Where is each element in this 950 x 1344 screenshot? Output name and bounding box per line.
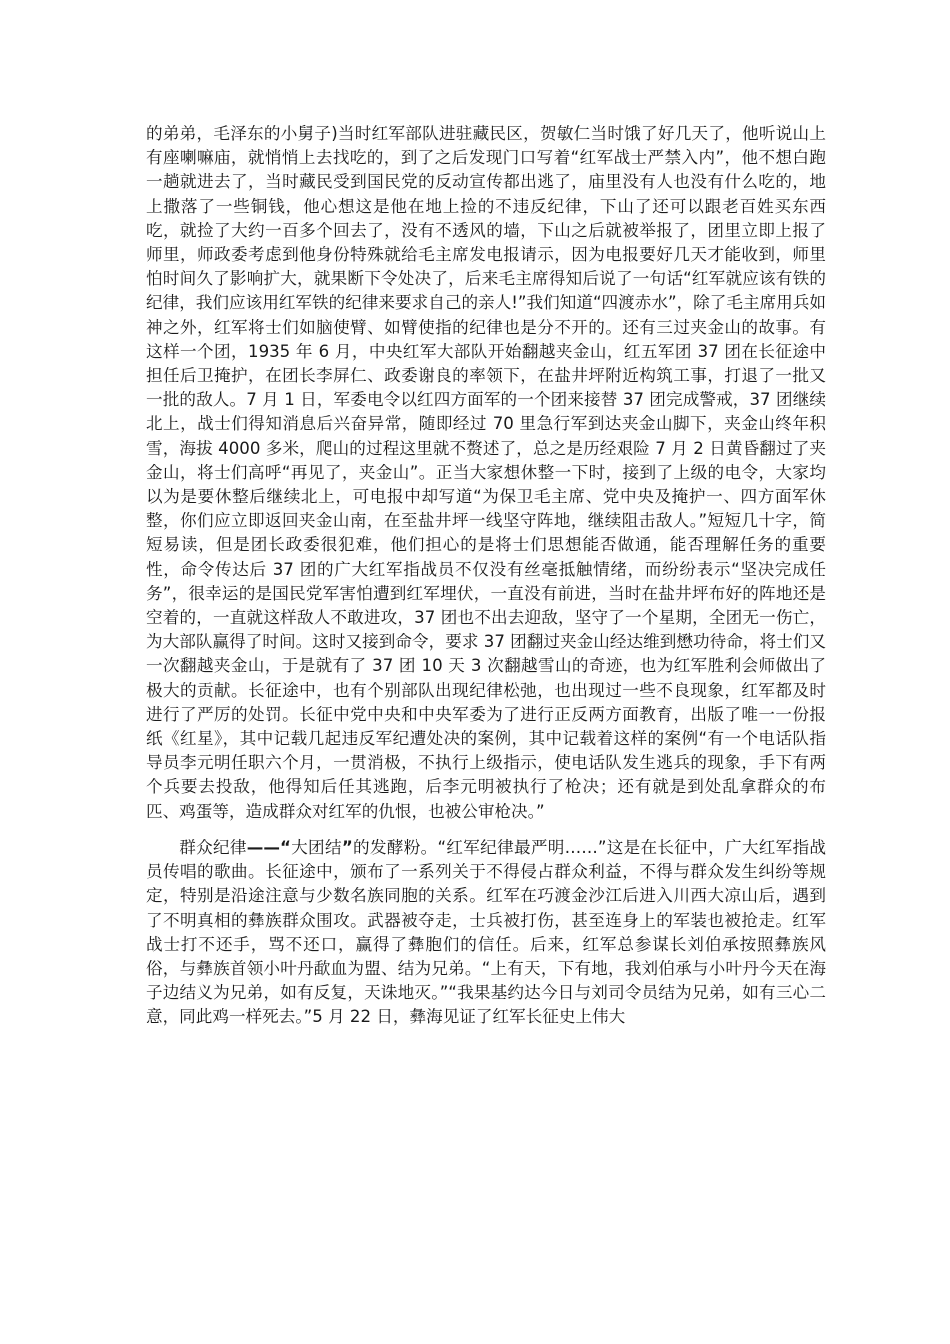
paragraph-three-crossings xyxy=(146,122,826,824)
section-lead-quote-close: ” xyxy=(341,837,353,857)
section-lead-dash: —— xyxy=(246,837,280,857)
document-page xyxy=(146,122,826,1030)
section-lead-quote-open: “ xyxy=(279,837,291,857)
paragraph-mass-discipline xyxy=(146,836,826,1030)
section-lead-quote-word: 大团结 xyxy=(290,837,342,857)
paragraph-text: 的弟弟，毛泽东的小舅子)当时红军部队进驻藏民区，贺敏仁当时饿了好几天了，他听说山上有座喇嘛庙，就悄悄上去找吃的，到了之后发现门口写着“红军战士严禁入内”，他不想白跑一趟就进去了，当时藏民受到国民党的反动宣传都出逃了，庙里没有人也没有什么吃的，地上撒落了一些铜钱，他心想这是他在地上捡的不违反纪律，下山了还可以跟老百姓买东西吃，就捡了大约一百多个回去了，没有不透风的墙，下山之后就被举报了，团里立即上报了师里，师政委考虑到他身份特殊就给毛主席发电报请示，因为电报要好几天才能收到，师里怕时间久了影响扩大，就果断下令处决了，后来毛主席得知后说了一句话“红军就应该有铁的纪律，我们应该用红军铁的纪律来要求自己的亲人!”我们知道“四渡赤水”，除了毛主席用兵如神之外，红军将士们如脑使臂、如臂使指的纪律也是分不开的。还有三过夹金山的故事。有这样一个团，1935 年 6 月，中央红军大部队开始翻越夹金山，红五军团 37 团在长征途中担任后卫掩护，在团长李屏仁、政委谢良的率领下，在盐井坪附近构筑工事，打退了一批又一批的敌人。7 月 1 日，军委电令以红四方面军的一个团来接替 37 团完成警戒，37 团继续北上，战士们得知消息后兴奋异常，随即经过 70 里急行军到达夹金山脚下，夹金山终年积雪，海拔 4000 多米，爬山的过程这里就不赘述了，总之是历经艰险 7 月 2 日黄昏翻过了夹金山，将士们高呼“再见了，夹金山”。正当大家想休整一下时，接到了上级的电令，大家均以为是要休整后继续北上，可电报中却写道“为保卫毛主席、党中央及掩护一、四方面军休整，你们应立即返回夹金山南，在至盐井坪一线坚守阵地，继续阻击敌人。”短短几十字，简短易读，但是团长政委很犯难，他们担心的是将士们思想能否做通，能否理解任务的重要性，命令传达后 37 团的广大红军指战员不仅没有丝毫抵触情绪，而纷纷表示“坚决完成任务”，很幸运的是国民党军害怕遭到红军埋伏，一直没有前进，当时在盐井坪布好的阵地还是空着的，一直就这样敌人不敢进攻，37 团也不出去迎敌，坚守了一个星期，全团无一伤亡，为大部队赢得了时间。这时又接到命令，要求 37 团翻过夹金山经达维到懋功待命，将士们又一次翻越夹金山，于是就有了 37 团 10 天 3 次翻越雪山的奇迹，也为红军胜利会师做出了极大的贡献。长征途中，也有个别部队出现纪律松弛，也出现过一些不良现象，红军都及时进行了严厉的处罚。长征中党中央和中央军委为了进行正反两方面教育，出版了唯一一份报纸《红星》，其中记载几起违反军纪遭处决的案例，其中记载着这样的案例“有一个电话队指导员李元明任职六个月，一贯消极，不执行上级指示，使电话队发生逃兵的现象，手下有两个兵要去投敌，他得知后任其逃跑，后李元明被执行了枪决；还有就是到处乱拿群众的布匹、鸡蛋等，造成群众对红军的仇恨，也被公审枪决。” xyxy=(146,124,826,821)
paragraph-text: 的发酵粉。“红军纪律最严明……”这是在长征中，广大红军指战员传唱的歌曲。长征途中，颁布了一系列关于不得侵占群众利益，不得与群众发生纠纷等规定，特别是沿途注意与少数名族同胞的关系。红军在巧渡金沙江后进入川西大凉山后，遇到了不明真相的彝族群众围攻。武器被夺走，士兵被打伤，甚至连身上的军装也被抢走。红军战士打不还手，骂不还口，赢得了彝胞们的信任。后来，红军总参谋长刘伯承按照彝族风俗，与彝族首领小叶丹歃血为盟、结为兄弟。“上有天，下有地，我刘伯承与小叶丹今天在海子边结义为兄弟，如有反复，天诛地灭。”“我果基约达今日与刘司令员结为兄弟，如有三心二意，同此鸡一样死去。”5 月 22 日，彝海见证了红军长征史上伟大 xyxy=(146,837,827,1027)
section-lead: 群众纪律 xyxy=(179,837,247,857)
